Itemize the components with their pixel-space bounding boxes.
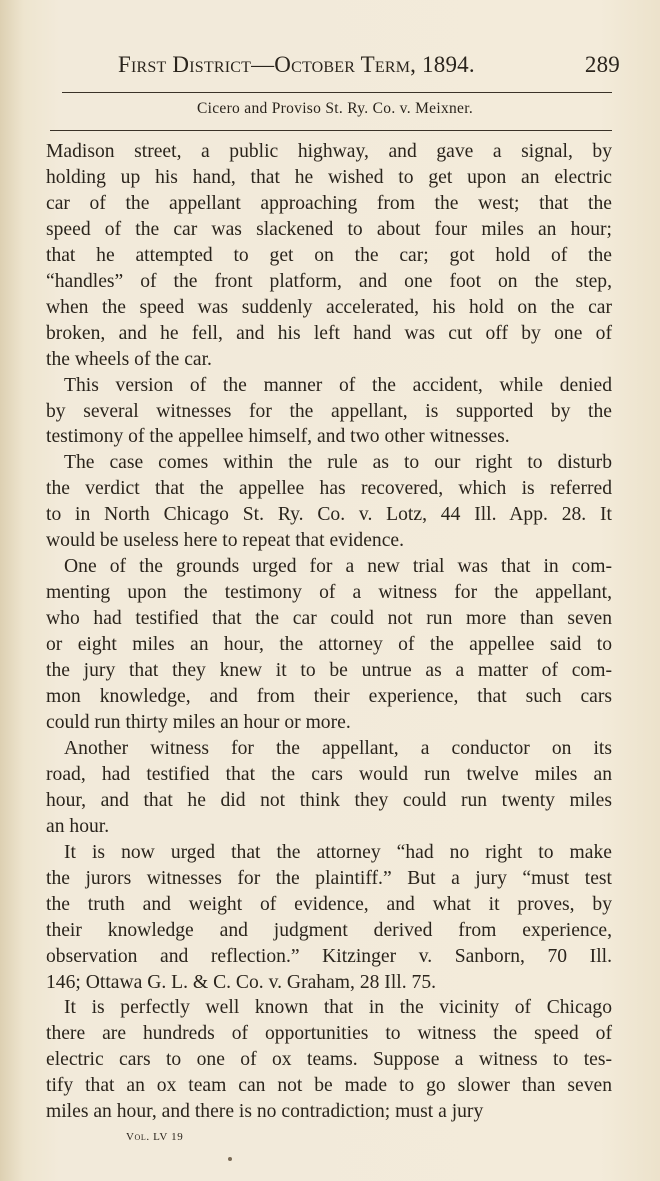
text-line: that he attempted to get on the car; got hold of the (46, 244, 612, 266)
text-line: the truth and weight of evidence, and what it proves, by (46, 893, 612, 915)
text-line: Madison street, a public highway, and gave a signal, by (46, 141, 612, 162)
paragraph (46, 736, 612, 840)
page-number: 289 (584, 52, 620, 77)
text-line: Another witness for the appellant, a conductor on its (64, 737, 612, 759)
paragraph (46, 450, 612, 554)
text-line: tify that an ox team can not be made to go slower than seven (46, 1075, 612, 1097)
text-line: broken, and he fell, and his left hand was cut off by one of (46, 322, 612, 344)
text-line: speed of the car was slackened to about four miles an hour; (46, 218, 612, 240)
text-line: It is perfectly well known that in the vicinity of Chicago (64, 997, 612, 1019)
text-line: observation and reflection.” Kitzinger v. Sanborn, 70 Ill. (46, 945, 612, 967)
text-line: would be useless here to repeat that evidence. (46, 530, 404, 552)
text-line: the jurors witnesses for the plaintiff.” But a jury “must test (46, 867, 612, 889)
opinion-text (46, 139, 612, 1125)
text-line: The case comes within the rule as to our right to disturb (64, 452, 612, 474)
signature-mark: Vol. LV 19 (126, 1131, 184, 1143)
text-line: car of the appellant approaching from the west; that the (46, 192, 612, 214)
text-line: holding up his hand, that he wished to get upon an electric (46, 166, 612, 188)
text-line: electric cars to one of ox teams. Suppose a witness to tes- (46, 1049, 612, 1071)
running-head (110, 52, 620, 82)
text-line: an hour. (46, 815, 110, 837)
header-rule-bottom (50, 130, 612, 131)
text-line: there are hundreds of opportunities to witness the speed of (46, 1023, 612, 1045)
text-line: “handles” of the front platform, and one foot on the step, (46, 270, 612, 292)
text-line: who had testified that the car could not run more than seven (46, 608, 612, 630)
paragraph (46, 139, 612, 373)
case-caption: Cicero and Proviso St. Ry. Co. v. Meixner. (196, 100, 474, 117)
paragraph (46, 840, 612, 996)
paragraph (46, 995, 612, 1125)
running-title: First District—October Term, 1894. (118, 52, 475, 77)
text-line: This version of the manner of the accident, while denied (64, 374, 612, 396)
paper-speck (228, 1157, 232, 1161)
text-line: the verdict that the appellee has recovered, which is referred (46, 478, 612, 500)
text-line: road, had testified that the cars would run twelve miles an (46, 763, 612, 785)
text-line: One of the grounds urged for a new trial was that in com- (64, 556, 612, 578)
text-line: the jury that they knew it to be untrue as a matter of com- (46, 660, 612, 682)
text-line: mon knowledge, and from their experience, that such cars (46, 686, 612, 708)
text-line: miles an hour, and there is no contradiction; must a jury (46, 1101, 484, 1123)
text-line: menting upon the testimony of a witness for the appellant, (46, 582, 612, 604)
text-line: to in North Chicago St. Ry. Co. v. Lotz, 44 Ill. App. 28. It (46, 504, 612, 526)
text-line: It is now urged that the attorney “had no right to make (64, 841, 612, 863)
text-line: their knowledge and judgment derived from experience, (46, 919, 612, 941)
text-line: could run thirty miles an hour or more. (46, 711, 351, 733)
paragraph (46, 373, 612, 451)
text-line: by several witnesses for the appellant, is supported by the (46, 400, 612, 422)
text-line: when the speed was suddenly accelerated, his hold on the car (46, 296, 612, 318)
text-line: the wheels of the car. (46, 348, 212, 370)
text-line: testimony of the appellee himself, and two other witnesses. (46, 426, 510, 448)
text-line: hour, and that he did not think they could run twenty miles (46, 789, 612, 811)
text-line: 146; Ottawa G. L. & C. Co. v. Graham, 28 Ill. 75. (46, 971, 437, 993)
paragraph (46, 554, 612, 736)
header-rule-top (62, 92, 612, 93)
text-line: or eight miles an hour, the attorney of the appellee said to (46, 634, 612, 656)
